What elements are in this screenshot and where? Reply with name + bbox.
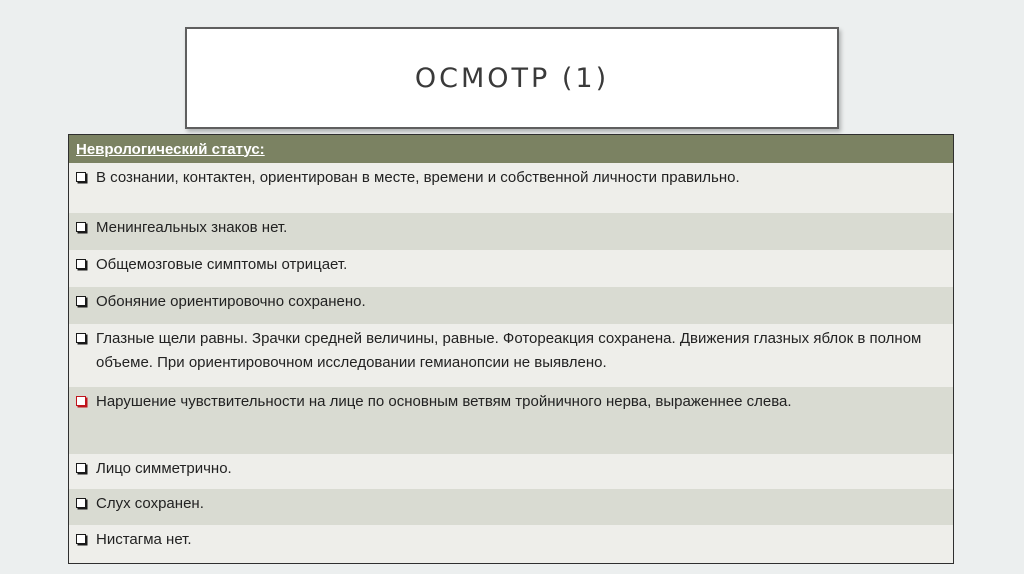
checkbox-square-icon bbox=[76, 498, 86, 508]
table-row bbox=[69, 489, 953, 525]
title-box bbox=[185, 27, 839, 129]
table-row bbox=[69, 213, 953, 250]
table-row bbox=[69, 387, 953, 454]
slide-title: ОСМОТР (1) bbox=[414, 62, 610, 94]
table-row bbox=[69, 250, 953, 287]
row-text: Слух сохранен. bbox=[96, 495, 204, 512]
neuro-status-table bbox=[68, 134, 954, 564]
table-row bbox=[69, 525, 953, 564]
table-row bbox=[69, 454, 953, 489]
table-row bbox=[69, 287, 953, 324]
checkbox-square-icon bbox=[76, 463, 86, 473]
checkbox-square-icon bbox=[76, 534, 86, 544]
checkbox-square-icon bbox=[76, 333, 86, 343]
checkbox-square-icon bbox=[76, 172, 86, 182]
table-header-label: Неврологический статус: bbox=[76, 140, 265, 158]
table-header bbox=[69, 135, 953, 163]
row-text: Нарушение чувствительности на лице по основным ветвям тройничного нерва, выраженнее слева. bbox=[96, 393, 792, 410]
table-row bbox=[69, 163, 953, 213]
row-text: Глазные щели равны. Зрачки средней величины, равные. Фотореакция сохранена. Движения глазных яблок в полном объеме. При ориентировочном исследовании гемианопсии не выявлено. bbox=[96, 330, 922, 371]
row-text: Обоняние ориентировочно сохранено. bbox=[96, 293, 366, 310]
row-text: Лицо симметрично. bbox=[96, 460, 232, 477]
checkbox-square-icon-red bbox=[76, 396, 86, 406]
row-text: В сознании, контактен, ориентирован в месте, времени и собственной личности правильно. bbox=[96, 169, 740, 186]
table-row bbox=[69, 324, 953, 387]
row-text: Нистагма нет. bbox=[96, 531, 192, 548]
row-text: Общемозговые симптомы отрицает. bbox=[96, 256, 348, 273]
row-text: Менингеальных знаков нет. bbox=[96, 219, 288, 236]
checkbox-square-icon bbox=[76, 259, 86, 269]
checkbox-square-icon bbox=[76, 222, 86, 232]
checkbox-square-icon bbox=[76, 296, 86, 306]
